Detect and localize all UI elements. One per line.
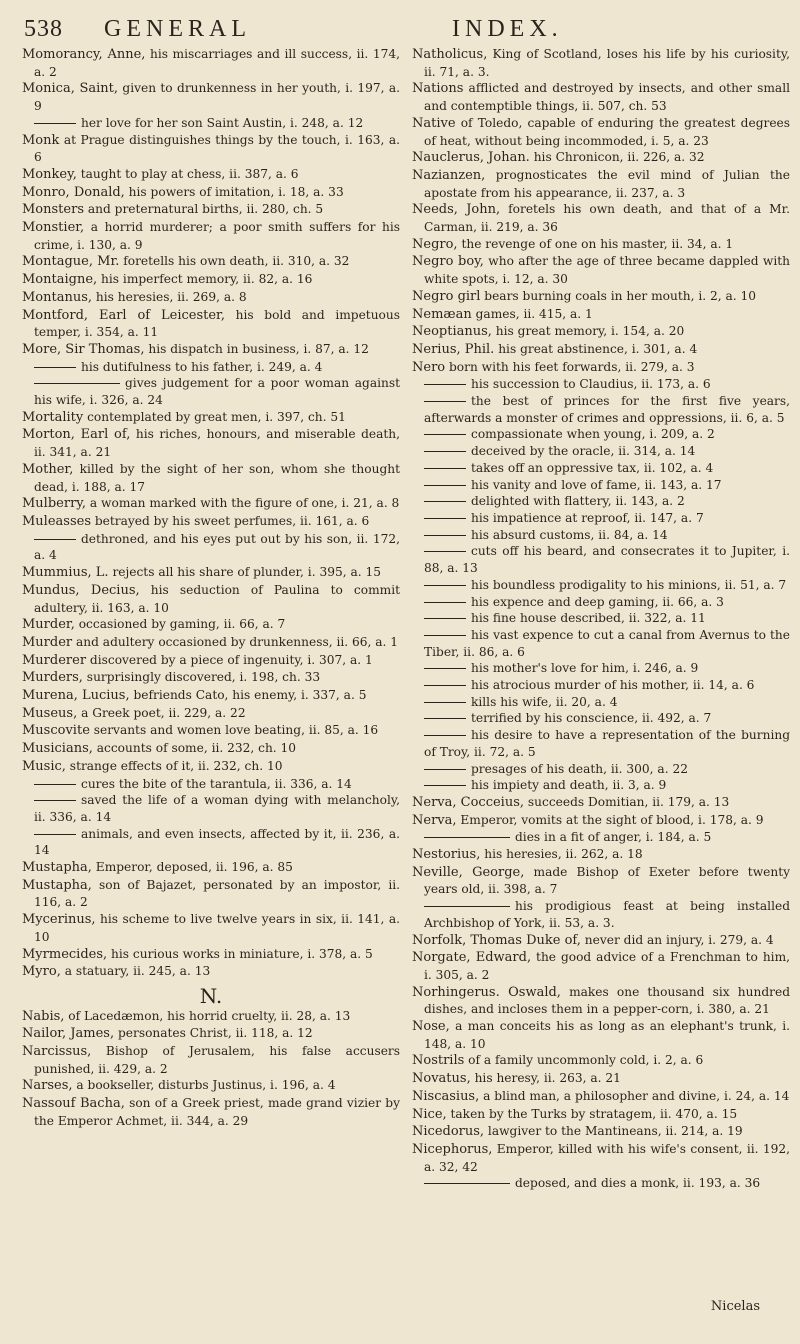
entry-text: taught to play at chess, ii. 387, a. 6 bbox=[76, 166, 299, 181]
entry-headword: Narcissus, bbox=[22, 1044, 92, 1060]
entry-text: takes off an oppressive tax, ii. 102, a. 4 bbox=[471, 460, 714, 475]
entry-headword: Mulberry, bbox=[22, 496, 87, 512]
entry-text: never did an injury, i. 279, a. 4 bbox=[580, 932, 774, 947]
entry-text: afflicted and destroyed by insects, and other small and contemptible things, ii. 507, ch. 53 bbox=[424, 81, 790, 114]
entry-text: and adultery occasioned by drunkenness, ii. 66, a. 1 bbox=[72, 634, 399, 649]
entry-text: presages of his death, ii. 300, a. 22 bbox=[471, 761, 688, 776]
ditto-rule bbox=[424, 384, 466, 385]
entry-text: strange effects of it, ii. 232, ch. 10 bbox=[65, 758, 283, 773]
index-entry bbox=[22, 687, 400, 705]
entry-headword: Mustapha, bbox=[22, 877, 92, 893]
ditto-rule bbox=[34, 784, 76, 785]
entry-headword: Nice, bbox=[412, 1106, 447, 1122]
index-subentry bbox=[412, 777, 790, 794]
index-entry bbox=[412, 864, 790, 898]
entry-headword: Momorancy, Anne, bbox=[22, 47, 146, 62]
entry-text: given to drunkenness in her youth, i. 197, a. 9 bbox=[34, 81, 400, 114]
entry-text: succeeds Domitian, ii. 179, a. 13 bbox=[524, 794, 730, 809]
entry-text: his vast expence to cut a canal from Avernus to the Tiber, ii. 86, a. 6 bbox=[424, 627, 790, 659]
index-entry bbox=[412, 306, 790, 324]
index-subentry bbox=[412, 727, 790, 760]
index-subentry bbox=[22, 359, 400, 376]
entry-headword: Novatus, bbox=[412, 1071, 471, 1087]
entry-headword: Montague, Mr. bbox=[22, 254, 120, 270]
index-entry bbox=[22, 946, 400, 964]
entry-headword: Nerva, bbox=[412, 812, 457, 828]
entry-headword: Monica, Saint, bbox=[22, 81, 119, 97]
entry-headword: Nabis, bbox=[22, 1008, 65, 1024]
index-subentry bbox=[412, 694, 790, 711]
ditto-rule bbox=[424, 618, 466, 619]
entry-text: terrified by his conscience, ii. 492, a. 7 bbox=[471, 711, 712, 726]
entry-headword: Mustapha, bbox=[22, 860, 92, 876]
entry-text: Bishop of Jerusalem, his false accusers punished, ii. 429, a. 2 bbox=[34, 1044, 400, 1076]
entry-text: his impatience at reproof, ii. 147, a. 7 bbox=[471, 510, 704, 525]
entry-text: cures the bite of the tarantula, ii. 336, a. 14 bbox=[81, 776, 352, 791]
entry-text: dethroned, and his eyes put out by his son, ii. 172, a. 4 bbox=[34, 531, 400, 563]
entry-text: the revenge of one on his master, ii. 34, a. 1 bbox=[457, 236, 734, 251]
index-entry bbox=[22, 963, 400, 981]
index-subentry bbox=[412, 543, 790, 576]
entry-text: his great abstinence, i. 301, a. 4 bbox=[494, 341, 698, 356]
entry-text: betrayed by his sweet perfumes, ii. 161, a. 6 bbox=[91, 513, 370, 528]
entry-text: foretells his own death, ii. 310, a. 32 bbox=[119, 254, 350, 269]
entry-text: contemplated by great men, i. 397, ch. 51 bbox=[83, 409, 346, 424]
entry-text: of Toledo, capable of enduring the greatest degrees of heat, without being incommoded, i. 5, a. 23 bbox=[424, 115, 790, 148]
ditto-rule bbox=[424, 635, 466, 636]
entry-headword: Nostrils bbox=[412, 1053, 465, 1069]
entry-text: occasioned by gaming, ii. 66, a. 7 bbox=[74, 617, 286, 632]
ditto-rule bbox=[34, 800, 76, 801]
entry-text: surprisingly discovered, i. 198, ch. 33 bbox=[82, 670, 321, 685]
index-entry bbox=[22, 705, 400, 723]
index-entry bbox=[412, 201, 790, 235]
entry-headword: Musicians, bbox=[22, 741, 93, 757]
ditto-rule bbox=[424, 501, 466, 502]
entry-text: his mother's love for him, i. 246, a. 9 bbox=[471, 661, 699, 676]
entry-text: and preternatural births, ii. 280, ch. 5 bbox=[84, 202, 324, 217]
entry-headword: Murder bbox=[22, 634, 73, 650]
entry-text: delighted with flattery, ii. 143, a. 2 bbox=[471, 494, 685, 509]
entry-text: games, ii. 415, a. 1 bbox=[471, 306, 593, 321]
entry-headword: Neville, George, bbox=[412, 864, 525, 880]
entry-text: his desire to have a representation of the burning of Troy, ii. 72, a. 5 bbox=[424, 728, 790, 759]
entry-headword: Nicedorus, bbox=[412, 1124, 485, 1140]
entry-text: at Prague distinguishes things by the touch, i. 163, a. 6 bbox=[34, 132, 400, 165]
index-entry bbox=[22, 219, 400, 253]
index-entry bbox=[412, 1123, 790, 1141]
ditto-rule bbox=[34, 383, 120, 384]
entry-text: accounts of some, ii. 232, ch. 10 bbox=[92, 741, 297, 756]
entry-text: a Greek poet, ii. 229, a. 22 bbox=[77, 705, 246, 720]
entry-text: his great memory, i. 154, a. 20 bbox=[491, 324, 685, 339]
entry-headword: Nerius, Phil. bbox=[412, 341, 495, 357]
right-column bbox=[412, 46, 790, 1192]
entry-text: his Chronicon, ii. 226, a. 32 bbox=[529, 150, 705, 165]
entry-headword: Monro, Donald, bbox=[22, 184, 125, 200]
entry-text: animals, and even insects, affected by it, ii. 236, a. 14 bbox=[34, 826, 400, 858]
entry-text: dies in a fit of anger, i. 184, a. 5 bbox=[515, 830, 712, 845]
entry-text: son of Bajazet, personated by an impostor, ii. 116, a. 2 bbox=[34, 877, 400, 910]
entry-headword: Myro, bbox=[22, 964, 61, 980]
entry-text: who after the age of three became dappled with white spots, i. 12, a. 30 bbox=[424, 254, 790, 287]
index-entry bbox=[22, 1008, 400, 1026]
entry-text: King of Scotland, loses his life by his curiosity, ii. 71, a. 3. bbox=[424, 47, 790, 79]
ditto-rule bbox=[34, 539, 76, 540]
ditto-rule bbox=[424, 434, 466, 435]
index-subentry bbox=[22, 826, 400, 859]
entry-text: his dispatch in business, i. 87, a. 12 bbox=[144, 341, 369, 356]
entry-text: a horrid murderer; a poor smith suffers for his crime, i. 130, a. 9 bbox=[34, 220, 400, 252]
entry-text: of a family uncommonly cold, i. 2, a. 6 bbox=[464, 1053, 704, 1068]
index-columns bbox=[22, 46, 790, 1192]
ditto-rule bbox=[424, 485, 466, 486]
index-entry bbox=[412, 1106, 790, 1124]
index-entry bbox=[22, 722, 400, 740]
entry-headword: Mother, bbox=[22, 461, 74, 477]
entry-headword: Niscasius, bbox=[412, 1088, 480, 1104]
ditto-rule bbox=[424, 585, 466, 586]
index-subentry bbox=[412, 460, 790, 477]
entry-text: his miscarriages and ill success, ii. 174, a. 2 bbox=[34, 47, 400, 79]
entry-text: his heresy, ii. 263, a. 21 bbox=[470, 1071, 621, 1086]
ditto-rule bbox=[424, 451, 466, 452]
entry-text: Emperor, killed with his wife's consent, ii. 192, a. 32, 42 bbox=[424, 1142, 790, 1174]
index-entry bbox=[22, 513, 400, 531]
entry-headword: Muscovite bbox=[22, 723, 90, 739]
index-entry bbox=[22, 564, 400, 582]
index-subentry bbox=[412, 677, 790, 694]
index-subentry bbox=[412, 426, 790, 443]
entry-text: his scheme to live twelve years in six, ii. 141, a. 10 bbox=[34, 912, 400, 944]
entry-text: gives judgement for a poor woman against his wife, i. 326, a. 24 bbox=[34, 376, 400, 408]
entry-text: son of a Greek priest, made grand vizier by the Emperor Achmet, ii. 344, a. 29 bbox=[34, 1096, 400, 1128]
entry-text: Emperor, deposed, ii. 196, a. 85 bbox=[91, 860, 293, 875]
index-subentry bbox=[412, 829, 790, 846]
entry-text: a woman marked with the figure of one, i. 21, a. 8 bbox=[86, 496, 400, 511]
index-entry bbox=[22, 582, 400, 616]
index-entry bbox=[22, 341, 400, 359]
index-entry bbox=[412, 949, 790, 983]
entry-headword: Mummius, L. bbox=[22, 565, 109, 581]
index-entry bbox=[22, 80, 400, 114]
ditto-rule bbox=[34, 123, 76, 124]
entry-headword: Monkey, bbox=[22, 166, 77, 182]
entry-headword: Mortality bbox=[22, 409, 84, 425]
index-entry bbox=[22, 652, 400, 670]
index-subentry bbox=[412, 1175, 790, 1192]
index-subentry bbox=[412, 493, 790, 510]
entry-text: the good advice of a Frenchman to him, i. 305, a. 2 bbox=[424, 950, 791, 982]
entry-headword: Norhingerus. Oswald, bbox=[412, 984, 561, 1000]
ditto-rule bbox=[424, 602, 466, 603]
index-entry bbox=[22, 46, 400, 80]
index-entry bbox=[412, 359, 790, 377]
index-entry bbox=[22, 616, 400, 634]
index-entry bbox=[412, 288, 790, 306]
index-entry bbox=[412, 236, 790, 254]
entry-headword: Natholicus, bbox=[412, 47, 488, 62]
entry-text: his imperfect memory, ii. 82, a. 16 bbox=[97, 272, 313, 287]
entry-headword: Nemæan bbox=[412, 306, 472, 322]
ditto-rule bbox=[424, 702, 466, 703]
entry-text: a man conceits his as long as an elephant's trunk, i. 148, a. 10 bbox=[424, 1019, 790, 1051]
entry-headword: More, Sir Thomas, bbox=[22, 341, 145, 357]
entry-headword: Mundus, Decius, bbox=[22, 582, 140, 598]
index-subentry bbox=[412, 477, 790, 494]
entry-headword: Nauclerus, Johan. bbox=[412, 150, 530, 166]
index-entry bbox=[412, 846, 790, 864]
index-subentry bbox=[412, 577, 790, 594]
entry-text: the best of princes for the first five years, afterwards a monster of crimes and oppressions, ii. 6, a. 5 bbox=[424, 394, 790, 425]
index-subentry bbox=[412, 443, 790, 460]
entry-text: cuts off his beard, and consecrates it to Jupiter, i. 88, a. 13 bbox=[424, 544, 790, 576]
index-entry bbox=[22, 289, 400, 307]
index-entry bbox=[22, 669, 400, 687]
entry-headword: Nicephorus, bbox=[412, 1142, 493, 1157]
entry-text: lawgiver to the Mantineans, ii. 214, a. 19 bbox=[484, 1124, 743, 1139]
index-subentry bbox=[412, 761, 790, 778]
ditto-rule bbox=[424, 468, 466, 469]
entry-text: discovered by a piece of ingenuity, i. 307, a. 1 bbox=[86, 652, 373, 667]
index-subentry bbox=[412, 610, 790, 627]
entry-headword: Monsters bbox=[22, 202, 84, 218]
index-entry bbox=[412, 253, 790, 287]
index-subentry bbox=[22, 375, 400, 408]
entry-text: his atrocious murder of his mother, ii. 14, a. 6 bbox=[471, 678, 755, 693]
entry-headword: Nazianzen, bbox=[412, 167, 486, 183]
page-number: 538 bbox=[24, 16, 63, 42]
index-subentry bbox=[412, 393, 790, 426]
index-entry bbox=[22, 166, 400, 184]
header-right-title: INDEX. bbox=[452, 16, 563, 42]
entry-text: compassionate when young, i. 209, a. 2 bbox=[471, 427, 715, 442]
entry-text: his absurd customs, ii. 84, a. 14 bbox=[471, 527, 668, 542]
index-entry bbox=[22, 740, 400, 758]
index-subentry bbox=[22, 115, 400, 132]
ditto-rule bbox=[424, 785, 466, 786]
index-entry bbox=[22, 911, 400, 945]
ditto-rule bbox=[424, 735, 466, 736]
index-entry bbox=[22, 409, 400, 427]
index-entry bbox=[22, 1043, 400, 1077]
index-subentry bbox=[412, 898, 790, 931]
entry-text: foretels his own death, and that of a Mr. Carman, ii. 219, a. 36 bbox=[424, 202, 790, 235]
index-entry bbox=[412, 812, 790, 830]
index-entry bbox=[22, 307, 400, 341]
entry-text: her love for her son Saint Austin, i. 248, a. 12 bbox=[81, 115, 364, 130]
entry-text: his boundless prodigality to his minions, ii. 51, a. 7 bbox=[471, 577, 787, 592]
entry-text: his fine house described, ii. 322, a. 11 bbox=[471, 611, 706, 626]
index-entry bbox=[22, 859, 400, 877]
ditto-rule bbox=[424, 718, 466, 719]
entry-text: his heresies, ii. 262, a. 18 bbox=[480, 847, 643, 862]
entry-text: his powers of imitation, i. 18, a. 33 bbox=[124, 184, 344, 199]
index-subentry bbox=[412, 527, 790, 544]
index-subentry bbox=[22, 776, 400, 793]
entry-text: his prodigious feast at being installed Archbishop of York, ii. 53, a. 3. bbox=[424, 899, 790, 930]
entry-headword: Native bbox=[412, 115, 456, 131]
entry-headword: Norgate, Edward, bbox=[412, 950, 532, 966]
entry-headword: Nailor, James, bbox=[22, 1026, 115, 1042]
entry-text: his succession to Claudius, ii. 173, a. 6 bbox=[471, 377, 711, 392]
entry-text: prognosticates the evil mind of Julian the apostate from his appearance, ii. 237, a. 3 bbox=[424, 167, 790, 200]
index-entry bbox=[22, 201, 400, 219]
entry-headword: Montanus, bbox=[22, 289, 93, 305]
entry-headword: Narses, bbox=[22, 1078, 73, 1094]
index-entry bbox=[412, 794, 790, 812]
index-entry bbox=[22, 1095, 400, 1129]
entry-text: Emperor, vomits at the sight of blood, i. 178, a. 9 bbox=[456, 812, 764, 827]
ditto-rule bbox=[424, 518, 466, 519]
index-subentry bbox=[412, 627, 790, 660]
entry-text: killed by the sight of her son, whom she thought dead, i. 188, a. 17 bbox=[34, 461, 400, 494]
entry-headword: Nero bbox=[412, 359, 446, 375]
entry-headword: Murders, bbox=[22, 670, 83, 686]
ditto-rule bbox=[424, 535, 466, 536]
catchword: Nicelas bbox=[710, 1299, 760, 1314]
index-entry bbox=[412, 341, 790, 359]
entry-text: deceived by the oracle, ii. 314, a. 14 bbox=[471, 444, 696, 459]
index-entry bbox=[22, 634, 400, 652]
ditto-rule bbox=[424, 1183, 510, 1184]
entry-text: made Bishop of Exeter before twenty years old, ii. 398, a. 7 bbox=[424, 864, 790, 897]
index-entry bbox=[22, 184, 400, 202]
index-entry bbox=[22, 1077, 400, 1095]
entry-text: of Lacedæmon, his horrid cruelty, ii. 28, a. 13 bbox=[64, 1008, 351, 1023]
entry-headword: Negro boy, bbox=[412, 254, 484, 270]
entry-headword: Monstier, bbox=[22, 220, 85, 236]
index-entry bbox=[412, 46, 790, 80]
entry-text: rejects all his share of plunder, i. 395, a. 15 bbox=[108, 565, 381, 580]
index-subentry bbox=[412, 594, 790, 611]
entry-headword: Nations bbox=[412, 81, 464, 97]
entry-headword: Needs, John, bbox=[412, 202, 501, 218]
header-left-title: GENERAL bbox=[104, 16, 251, 42]
entry-headword: Negro girl bbox=[412, 288, 481, 304]
index-entry bbox=[412, 1018, 790, 1052]
entry-text: his riches, honours, and miserable death, ii. 341, a. 21 bbox=[34, 427, 400, 460]
index-entry bbox=[22, 132, 400, 166]
entry-headword: Nassouf Bacha, bbox=[22, 1096, 125, 1112]
entry-text: a blind man, a philosopher and divine, i. 24, a. 14 bbox=[479, 1088, 790, 1103]
entry-headword: Monk bbox=[22, 132, 60, 148]
index-entry bbox=[22, 495, 400, 513]
index-entry bbox=[22, 877, 400, 911]
ditto-rule bbox=[34, 834, 76, 835]
index-entry bbox=[22, 758, 400, 776]
entry-text: taken by the Turks by stratagem, ii. 470, a. 15 bbox=[446, 1106, 738, 1121]
index-subentry bbox=[22, 531, 400, 564]
entry-text: makes one thousand six hundred dishes, and incloses them in a pepper-corn, i. 380, a. 21 bbox=[424, 984, 790, 1017]
entry-headword: Morton, Earl of, bbox=[22, 427, 131, 443]
ditto-rule bbox=[424, 906, 510, 907]
entry-headword: Muleasses bbox=[22, 513, 91, 529]
ditto-rule bbox=[424, 668, 466, 669]
entry-text: befriends Cato, his enemy, i. 337, a. 5 bbox=[129, 688, 367, 703]
running-header bbox=[22, 12, 790, 46]
index-entry bbox=[22, 271, 400, 289]
entry-headword: Nose, bbox=[412, 1019, 450, 1035]
entry-text: a statuary, ii. 245, a. 13 bbox=[60, 964, 211, 979]
index-entry bbox=[412, 1070, 790, 1088]
entry-headword: Montaigne, bbox=[22, 272, 98, 288]
entry-headword: Music, bbox=[22, 758, 66, 774]
left-column bbox=[22, 46, 400, 1192]
index-entry bbox=[412, 115, 790, 149]
entry-text: deposed, and dies a monk, ii. 193, a. 36 bbox=[515, 1176, 761, 1191]
index-entry bbox=[22, 253, 400, 271]
index-entry bbox=[412, 1141, 790, 1175]
entry-headword: Nestorius, bbox=[412, 847, 481, 863]
ditto-rule bbox=[424, 837, 510, 838]
ditto-rule bbox=[34, 367, 76, 368]
entry-text: his vanity and love of fame, ii. 143, a. 17 bbox=[471, 477, 722, 492]
index-subentry bbox=[412, 710, 790, 727]
ditto-rule bbox=[424, 685, 466, 686]
entry-headword: Museus, bbox=[22, 705, 78, 721]
index-subentry bbox=[412, 660, 790, 677]
index-entry bbox=[412, 167, 790, 201]
index-entry bbox=[412, 1052, 790, 1070]
index-entry bbox=[412, 149, 790, 167]
ditto-rule bbox=[424, 401, 466, 402]
entry-text: kills his wife, ii. 20, a. 4 bbox=[471, 694, 618, 709]
entry-headword: Neoptianus, bbox=[412, 324, 492, 340]
entry-headword: Myrmecides, bbox=[22, 946, 108, 962]
entry-text: saved the life of a woman dying with melancholy, ii. 336, a. 14 bbox=[34, 793, 400, 824]
index-entry bbox=[412, 1088, 790, 1106]
index-entry bbox=[412, 984, 790, 1018]
entry-headword: Norfolk, Thomas Duke of, bbox=[412, 932, 581, 948]
index-subentry bbox=[412, 510, 790, 527]
index-entry bbox=[22, 461, 400, 495]
index-entry bbox=[22, 1025, 400, 1043]
ditto-rule bbox=[424, 551, 466, 552]
entry-text: his heresies, ii. 269, a. 8 bbox=[92, 289, 247, 304]
entry-headword: Mycerinus, bbox=[22, 912, 96, 928]
entry-text: his expence and deep gaming, ii. 66, a. 3 bbox=[471, 594, 724, 609]
entry-headword: Murderer bbox=[22, 652, 87, 668]
entry-text: personates Christ, ii. 118, a. 12 bbox=[114, 1026, 313, 1041]
entry-text: born with his feet forwards, ii. 279, a. 3 bbox=[445, 359, 695, 374]
index-subentry bbox=[412, 376, 790, 393]
entry-text: his dutifulness to his father, i. 249, a. 4 bbox=[81, 359, 323, 374]
entry-text: bears burning coals in her mouth, i. 2, a. 10 bbox=[480, 288, 757, 303]
entry-headword: Murder, bbox=[22, 617, 75, 633]
index-entry bbox=[22, 426, 400, 460]
entry-text: his impiety and death, ii. 3, a. 9 bbox=[471, 778, 667, 793]
index-entry bbox=[412, 932, 790, 950]
index-subentry bbox=[22, 792, 400, 825]
entry-text: servants and women love beating, ii. 85, a. 16 bbox=[89, 723, 379, 738]
section-letter: N. bbox=[199, 983, 223, 1008]
entry-headword: Montford, Earl of Leicester, bbox=[22, 307, 225, 323]
entry-headword: Nerva, Cocceius, bbox=[412, 794, 525, 810]
entry-headword: Negro, bbox=[412, 236, 458, 252]
entry-text: his curious works in miniature, i. 378, a. 5 bbox=[107, 946, 373, 961]
entry-headword: Murena, Lucius, bbox=[22, 688, 130, 704]
entry-text: his bold and impetuous temper, i. 354, a. 11 bbox=[34, 307, 400, 340]
ditto-rule bbox=[424, 769, 466, 770]
entry-text: his seduction of Paulina to commit adultery, ii. 163, a. 10 bbox=[34, 582, 401, 615]
index-entry bbox=[412, 80, 790, 114]
index-entry bbox=[412, 323, 790, 341]
entry-text: a bookseller, disturbs Justinus, i. 196, a. 4 bbox=[72, 1078, 336, 1093]
